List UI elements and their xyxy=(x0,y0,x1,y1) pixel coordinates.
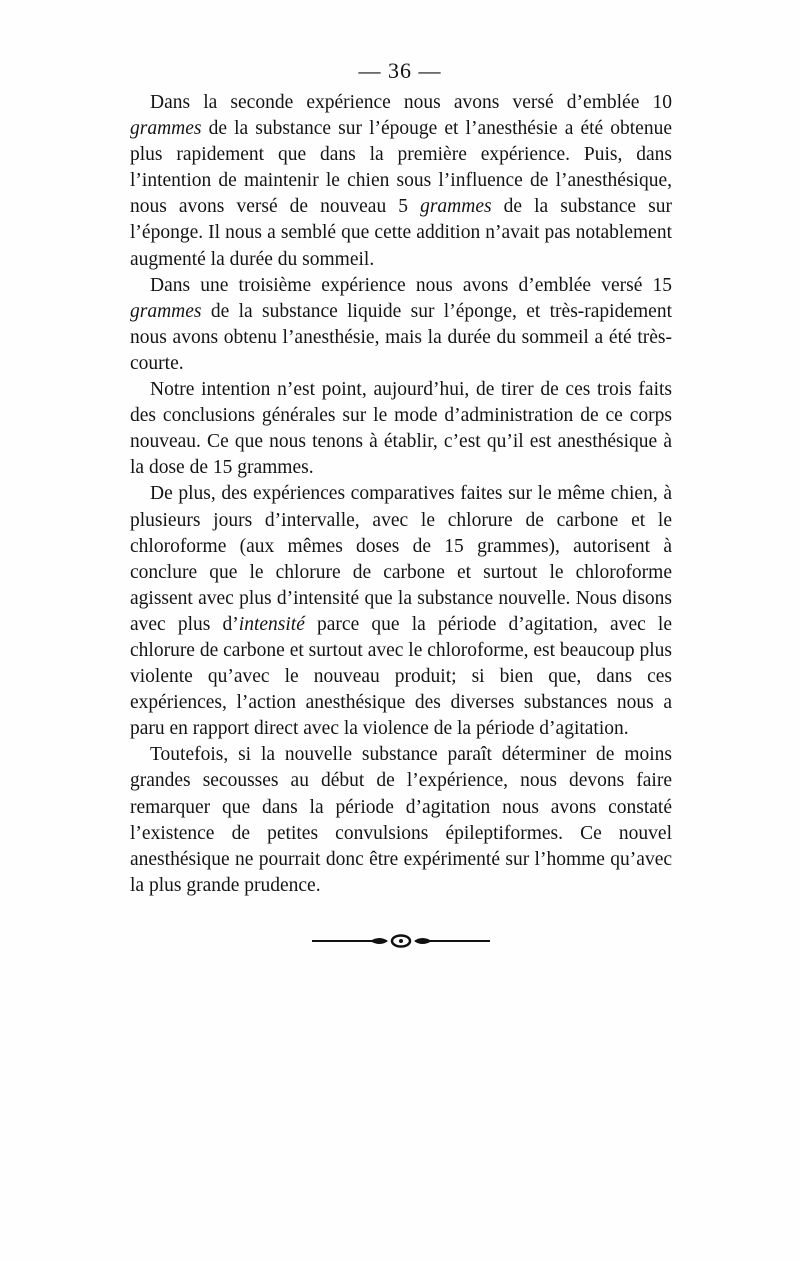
end-ornament-icon xyxy=(310,934,492,948)
paragraph-1: Dans la seconde expérience nous avons versé d’emblée 10 grammes de la substance sur l’épouge et l’anesthésie a été obtenue plus rapidement que dans la première expérience. Puis, dans l’intention de maintenir le chien sous l’influence de l’anesthésique, nous avons versé de nouveau 5 grammes de la substance sur l’éponge. Il nous a semblé que cette addition n’avait pas notablement augmenté la durée du sommeil. xyxy=(130,92,672,270)
paragraph-5: Toutefois, si la nouvelle substance paraît déterminer de moins grandes secousses au début de l’expérience, nous devons faire remarquer que dans la période d’agitation nous avons constaté l’existence de petites convulsions épileptiformes. Ce nouvel anesthésique ne pourrait donc être expérimenté sur l’homme qu’avec la plus grande prudence. xyxy=(130,744,672,896)
paragraph-3: Notre intention n’est point, aujourd’hui, de tirer de ces trois faits des conclusions générales sur le mode d’administration de ce corps nouveau. Ce que nous tenons à établir, c’est qu’il est anesthésique à la dose de 15 grammes. xyxy=(130,379,672,479)
body-text xyxy=(130,90,672,899)
paragraph-4: De plus, des expériences comparatives faites sur le même chien, à plusieurs jours d’intervalle, avec le chlorure de carbone et le chloroforme (aux mêmes doses de 15 grammes), autorisent à conclure que le chlorure de carbone et surtout le chloroforme agissent avec plus d’intensité que la substance nouvelle. Nous disons avec plus d’intensité parce que la période d’agitation, avec le chlorure de carbone et surtout avec le chloroforme, est beaucoup plus violente qu’avec le nouveau produit; si bien que, dans ces expériences, l’action anesthésique des diverses substances nous a paru en rapport direct avec la violence de la période d’agitation. xyxy=(130,483,672,740)
page-number: — 36 — xyxy=(358,58,442,83)
paragraph-2: Dans une troisième expérience nous avons d’emblée versé 15 grammes de la substance liquide sur l’éponge, et très-rapidement nous avons obtenu l’anesthésie, mais la durée du sommeil a été très-courte. xyxy=(130,274,672,374)
